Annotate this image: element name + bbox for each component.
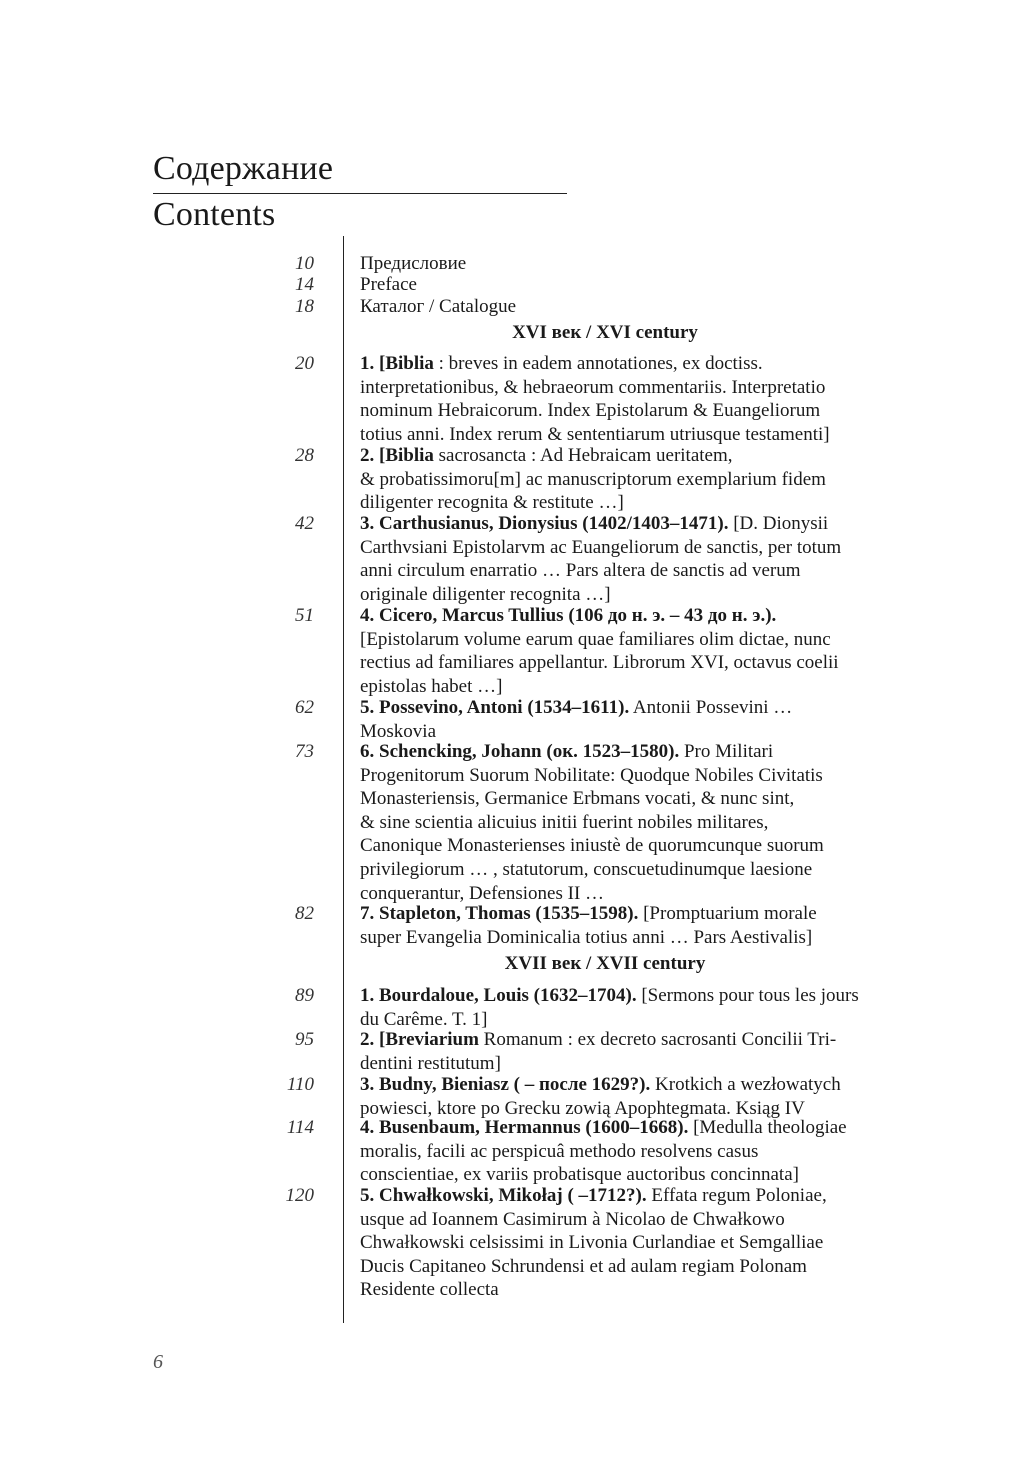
toc-entry: 3. Carthusianus, Dionysius (1402/1403–1471). [D. Dionysii Carthvsiani Epistolarvm ac Euangeliorum de sanctis, per totum anni circulum enarratio … Pars altera de sanctis ad verum originale diligenter recognita …] [360, 513, 842, 605]
toc-page-number: 42 [295, 513, 314, 534]
column-divider [343, 236, 344, 1323]
toc-page-number: 114 [286, 1117, 314, 1138]
toc-page-number: 20 [295, 353, 314, 374]
page-folio: 6 [153, 1351, 163, 1373]
toc-entry: 7. Stapleton, Thomas (1535–1598). [Promptuarium morale super Evangelia Dominicalia totius anni … Pars Aestivalis] [360, 903, 817, 948]
toc-entry-preface-ru: Предисловие [360, 253, 467, 274]
toc-entry: 6. Schencking, Johann (ок. 1523–1580). Pro Militari Progenitorum Suorum Nobilitate: Quodque Nobiles Civitatis Monasteriensis, Germanice Erbmans vocati, & nunc sint, & sine scientia alicuius initii fuerint nobiles militares, Canonique Monasterienses iniustè de quorumcunque suorum privilegiorum … , statutorum, conscuetudinumque laesione conquerantur, Defensiones II … [360, 741, 824, 904]
toc-page-number: 120 [285, 1185, 314, 1206]
toc-page-number: 51 [295, 605, 314, 626]
toc-page-number: 62 [295, 697, 314, 718]
toc-entry: 2. [Breviarium Romanum : ex decreto sacrosanti Concilii Tri- dentini restitutum] [360, 1029, 837, 1074]
toc-entry-preface-en: Preface [360, 274, 417, 295]
entry-heading: 3. Carthusianus, Dionysius (1402/1403–1471). [360, 513, 729, 534]
title-divider [153, 193, 567, 194]
toc-entry-catalogue: Каталог / Catalogue [360, 296, 517, 317]
entry-heading: 4. Busenbaum, Hermannus (1600–1668). [360, 1117, 689, 1138]
toc-page-number: 89 [295, 985, 314, 1006]
page-title-en: Contents [153, 196, 276, 233]
toc-page-number: 28 [295, 445, 314, 466]
toc-page-number: 10 [295, 253, 314, 274]
entry-heading: 1. [Biblia [360, 353, 434, 374]
entry-heading: 5. Chwałkowski, Mikołaj ( –1712?). [360, 1185, 647, 1206]
entry-heading: 2. [Biblia [360, 445, 434, 466]
toc-page-number: 95 [295, 1029, 314, 1050]
toc-entry: 3. Budny, Bieniasz ( – после 1629?). Krotkich a wezłowatych powiesci, ktore po Grecku zowią Apophtegmata. Ksiąg IV [360, 1074, 841, 1119]
entry-heading: 5. Possevino, Antoni (1534–1611). [360, 697, 630, 718]
toc-entry: 4. Busenbaum, Hermannus (1600–1668). [Medulla theologiae moralis, facili ac perspicuâ methodo resolvens casus conscientiae, ex variis probatisque auctoribus concinnata] [360, 1117, 847, 1186]
section-heading-xvii: XVII век / XVII century [504, 953, 706, 974]
entry-heading: 7. Stapleton, Thomas (1535–1598). [360, 903, 639, 924]
toc-entry: 1. Bourdaloue, Louis (1632–1704). [Sermons pour tous les jours du Carême. T. 1] [360, 985, 859, 1030]
entry-heading: 1. Bourdaloue, Louis (1632–1704). [360, 985, 637, 1006]
toc-entry: 4. Cicero, Marcus Tullius (106 до н. э. – 43 до н. э.). [Epistolarum volume earum quae familiares olim dictae, nunc rectius ad familiares appellantur. Librorum XVI, octavus coelii epistolas habet …] [360, 605, 839, 697]
entry-heading: 3. Budny, Bieniasz ( – после 1629?). [360, 1074, 651, 1095]
toc-entry: 1. [Biblia : breves in eadem annotationes, ex doctiss. interpretationibus, & hebraeorum commentariis. Interpretatio nominum Hebraicorum. Index Epistolarum & Euangeliorum totius anni. Index rerum & sententiarum utriusque testamenti] [360, 353, 830, 445]
toc-entry: 5. Chwałkowski, Mikołaj ( –1712?). Effata regum Poloniae, usque ad Ioannem Casimirum à Nicolao de Chwałkowo Chwałkowski celsissimi in Livonia Curlandiae et Semgalliae Ducis Capitaneo Schrundensi et ad aulam regiam Polonam Residente collecta [360, 1185, 827, 1301]
entry-heading: 4. Cicero, Marcus Tullius (106 до н. э. – 43 до н. э.). [360, 605, 777, 626]
toc-entry: 2. [Biblia sacrosancta : Ad Hebraicam ueritatem, & probatissimoru[m] ac manuscriptorum exemplarium fidem diligenter recognita & restitute …] [360, 445, 826, 514]
entry-heading: 6. Schencking, Johann (ок. 1523–1580). [360, 741, 680, 762]
toc-entry: 5. Possevino, Antoni (1534–1611). Antonii Possevini … Moskovia [360, 697, 793, 742]
toc-page-number: 110 [286, 1074, 314, 1095]
toc-page-number: 82 [295, 903, 314, 924]
toc-page-number: 18 [295, 296, 314, 317]
page-title-ru: Содержание [153, 150, 334, 187]
toc-page-number: 14 [295, 274, 314, 295]
entry-heading: 2. [Breviarium [360, 1029, 479, 1050]
section-heading-xvi: XVI век / XVI century [512, 322, 698, 343]
toc-page-number: 73 [295, 741, 314, 762]
